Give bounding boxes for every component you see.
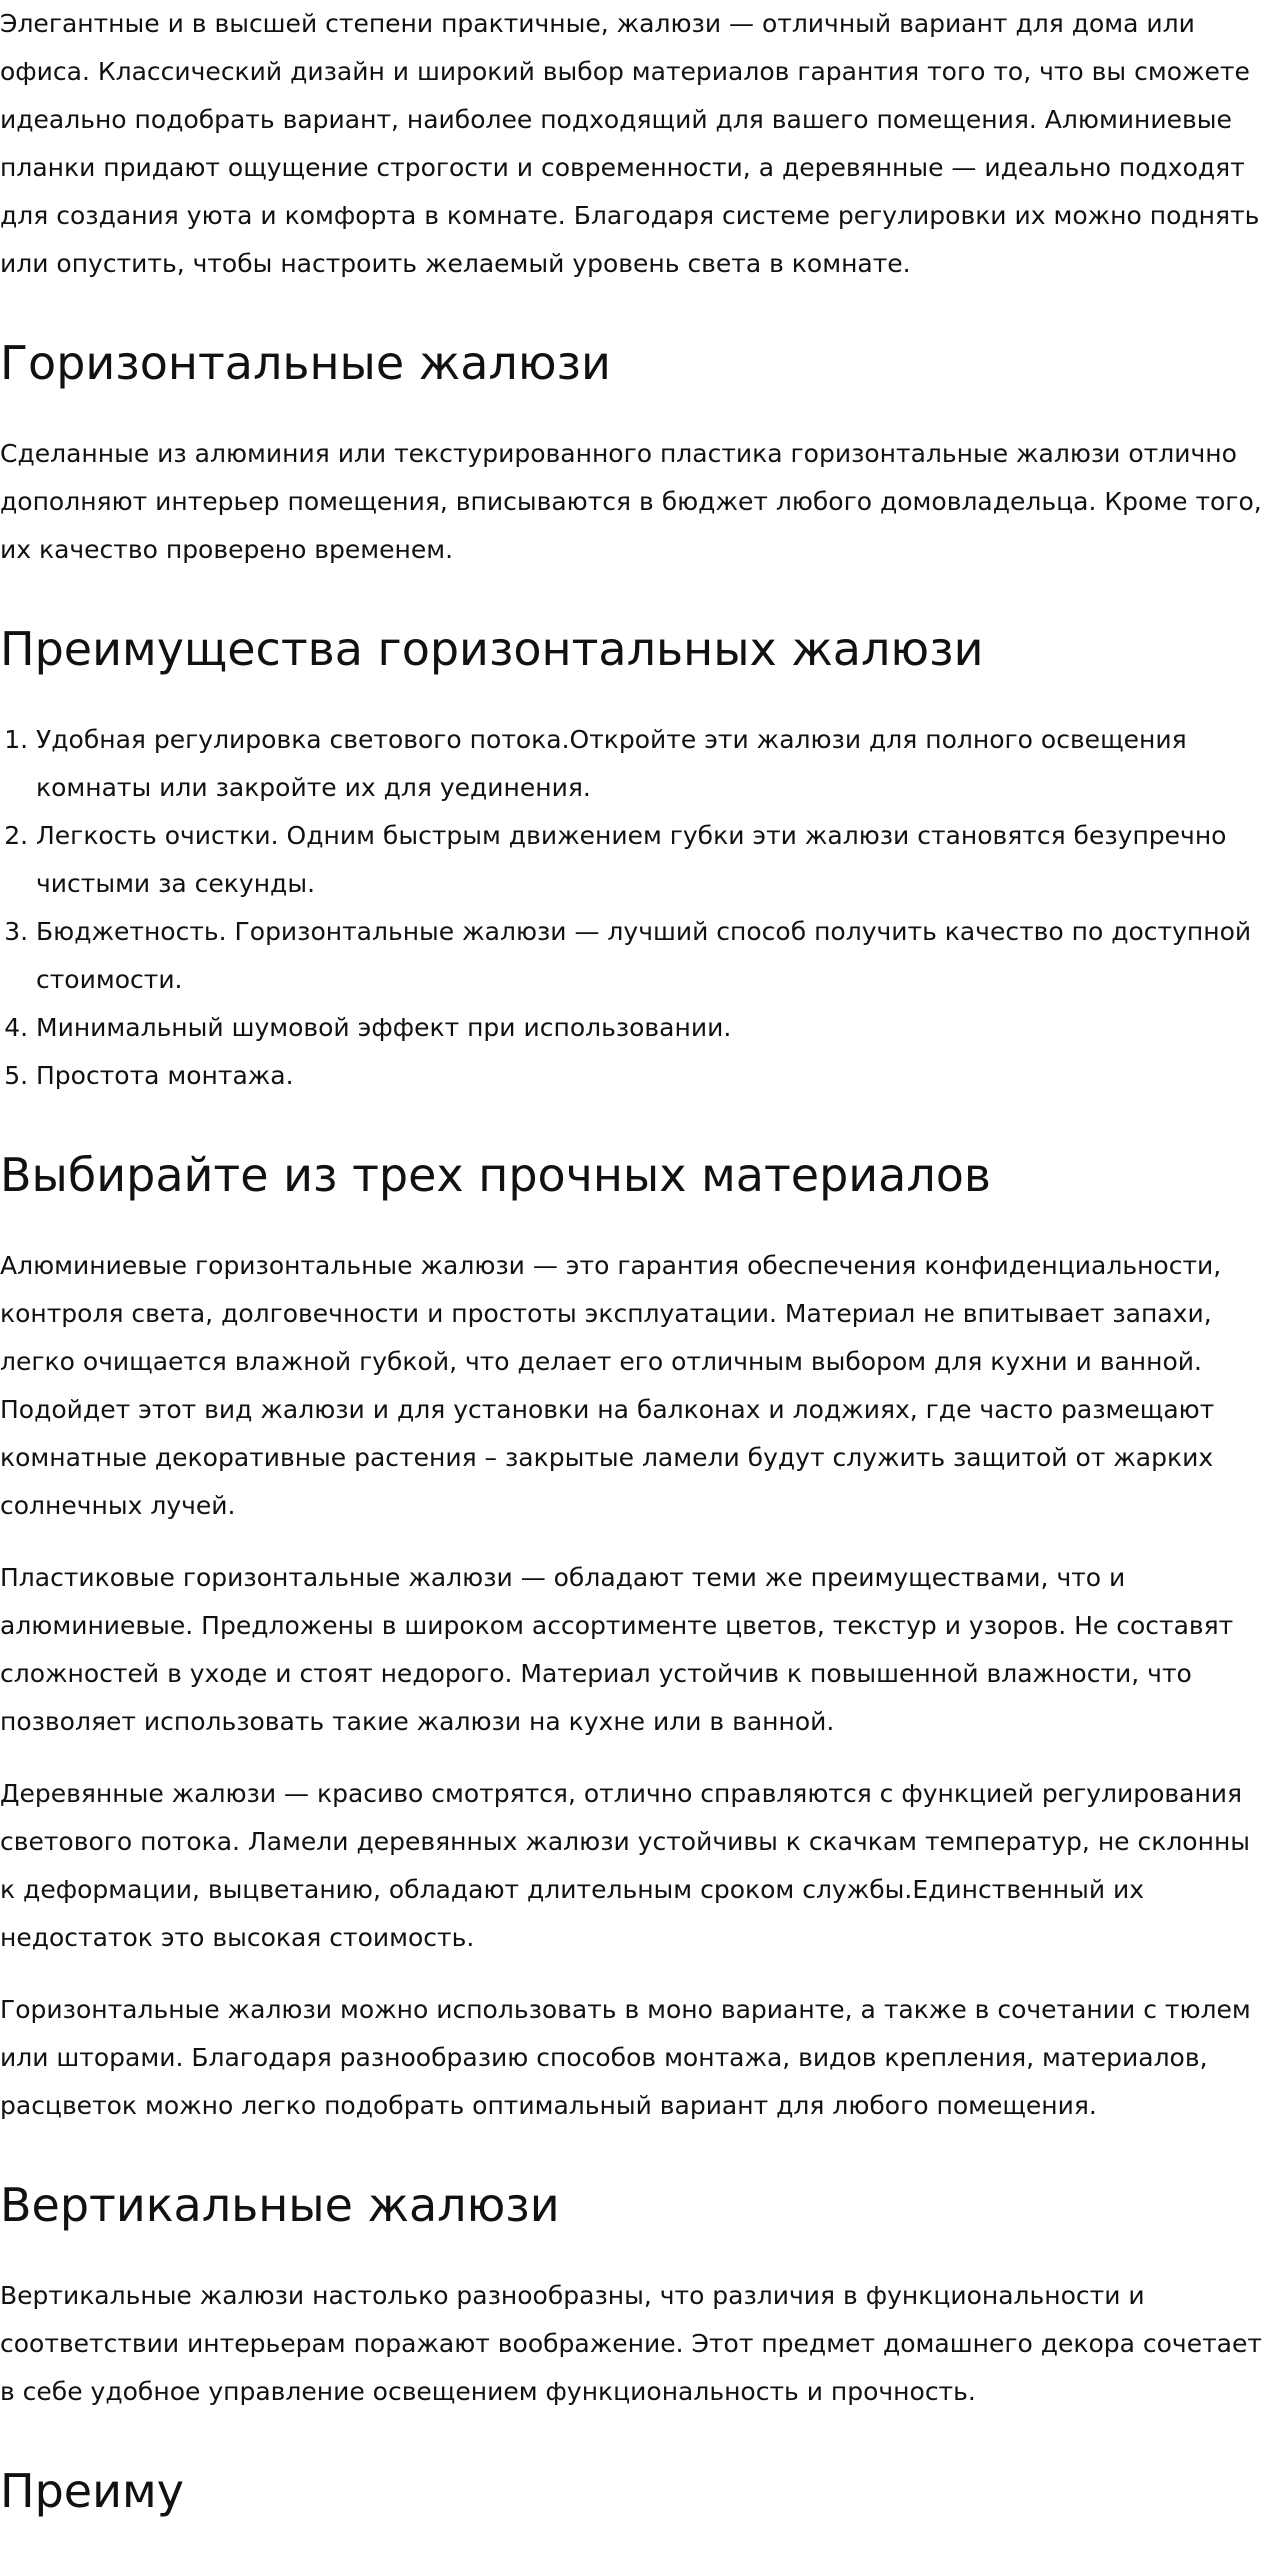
advantages-list	[0, 716, 1270, 1100]
list-item: 4. Минимальный шумовой эффект при использовании.	[36, 1004, 1270, 1052]
list-item: 2. Легкость очистки. Одним быстрым движением губки эти жалюзи становятся безупречно чистыми за секунды.	[36, 812, 1270, 908]
heading-vertical-blinds: Вертикальные жалюзи	[0, 2178, 560, 2232]
materials-wood-paragraph: Деревянные жалюзи — красиво смотрятся, отлично справляются с функцией регулирования светового потока. Ламели деревянных жалюзи устойчивы к скачкам температур, не склонны к деформации, выцветанию, обладают длительным сроком службы.Единственный их недостаток это высокая стоимость.	[0, 1779, 1251, 1952]
heading-horizontal-blinds: Горизонтальные жалюзи	[0, 336, 611, 390]
list-item: 5. Простота монтажа.	[36, 1052, 1270, 1100]
heading-advantages: Преимущества горизонтальных жалюзи	[0, 622, 984, 676]
list-item: 3. Бюджетность. Горизонтальные жалюзи — лучший способ получить качество по доступной стоимости.	[36, 908, 1270, 1004]
intro-paragraph: Элегантные и в высшей степени практичные, жалюзи — отличный вариант для дома или офиса. Классический дизайн и широкий выбор материалов гарантия того то, что вы сможете идеально подобрать вариант, наиболее подходящий для вашего помещения. Алюминиевые планки придают ощущение строгости и современности, а деревянные — идеально подходят для создания уюта и комфорта в комнате. Благодаря системе регулировки их можно поднять или опустить, чтобы настроить желаемый уровень света в комнате.	[0, 9, 1260, 278]
list-item: 1. Удобная регулировка светового потока.Откройте эти жалюзи для полного освещения комнаты или закройте их для уединения.	[36, 716, 1270, 812]
materials-combination-paragraph: Горизонтальные жалюзи можно использовать в моно варианте, а также в сочетании с тюлем или шторами. Благодаря разнообразию способов монтажа, видов крепления, материалов, расцветок можно легко подобрать оптимальный вариант для любого помещения.	[0, 1995, 1251, 2120]
vertical-blinds-paragraph: Вертикальные жалюзи настолько разнообразны, что различия в функциональности и соответствии интерьерам поражают воображение. Этот предмет домашнего декора сочетает в себе удобное управление освещением функциональность и прочность.	[0, 2281, 1262, 2406]
materials-aluminum-paragraph: Алюминиевые горизонтальные жалюзи — это гарантия обеспечения конфиденциальности, контроля света, долговечности и простоты эксплуатации. Материал не впитывает запахи, легко очищается влажной губкой, что делает его отличным выбором для кухни и ванной. Подойдет этот вид жалюзи и для установки на балконах и лоджиях, где часто размещают комнатные декоративные растения – закрытые ламели будут служить защитой от жарких солнечных лучей.	[0, 1251, 1222, 1520]
heading-materials: Выбирайте из трех прочных материалов	[0, 1148, 992, 1202]
heading-cut-off: Преиму	[0, 2464, 184, 2518]
materials-plastic-paragraph: Пластиковые горизонтальные жалюзи — обладают теми же преимуществами, что и алюминиевые. Предложены в широком ассортименте цветов, текстур и узоров. Не составят сложностей в уходе и стоят недорого. Материал устойчив к повышенной влажности, что позволяет использовать такие жалюзи на кухне или в ванной.	[0, 1563, 1234, 1736]
horizontal-blinds-paragraph: Сделанные из алюминия или текстурированного пластика горизонтальные жалюзи отлично дополняют интерьер помещения, вписываются в бюджет любого домовладельца. Кроме того, их качество проверено временем.	[0, 439, 1262, 564]
